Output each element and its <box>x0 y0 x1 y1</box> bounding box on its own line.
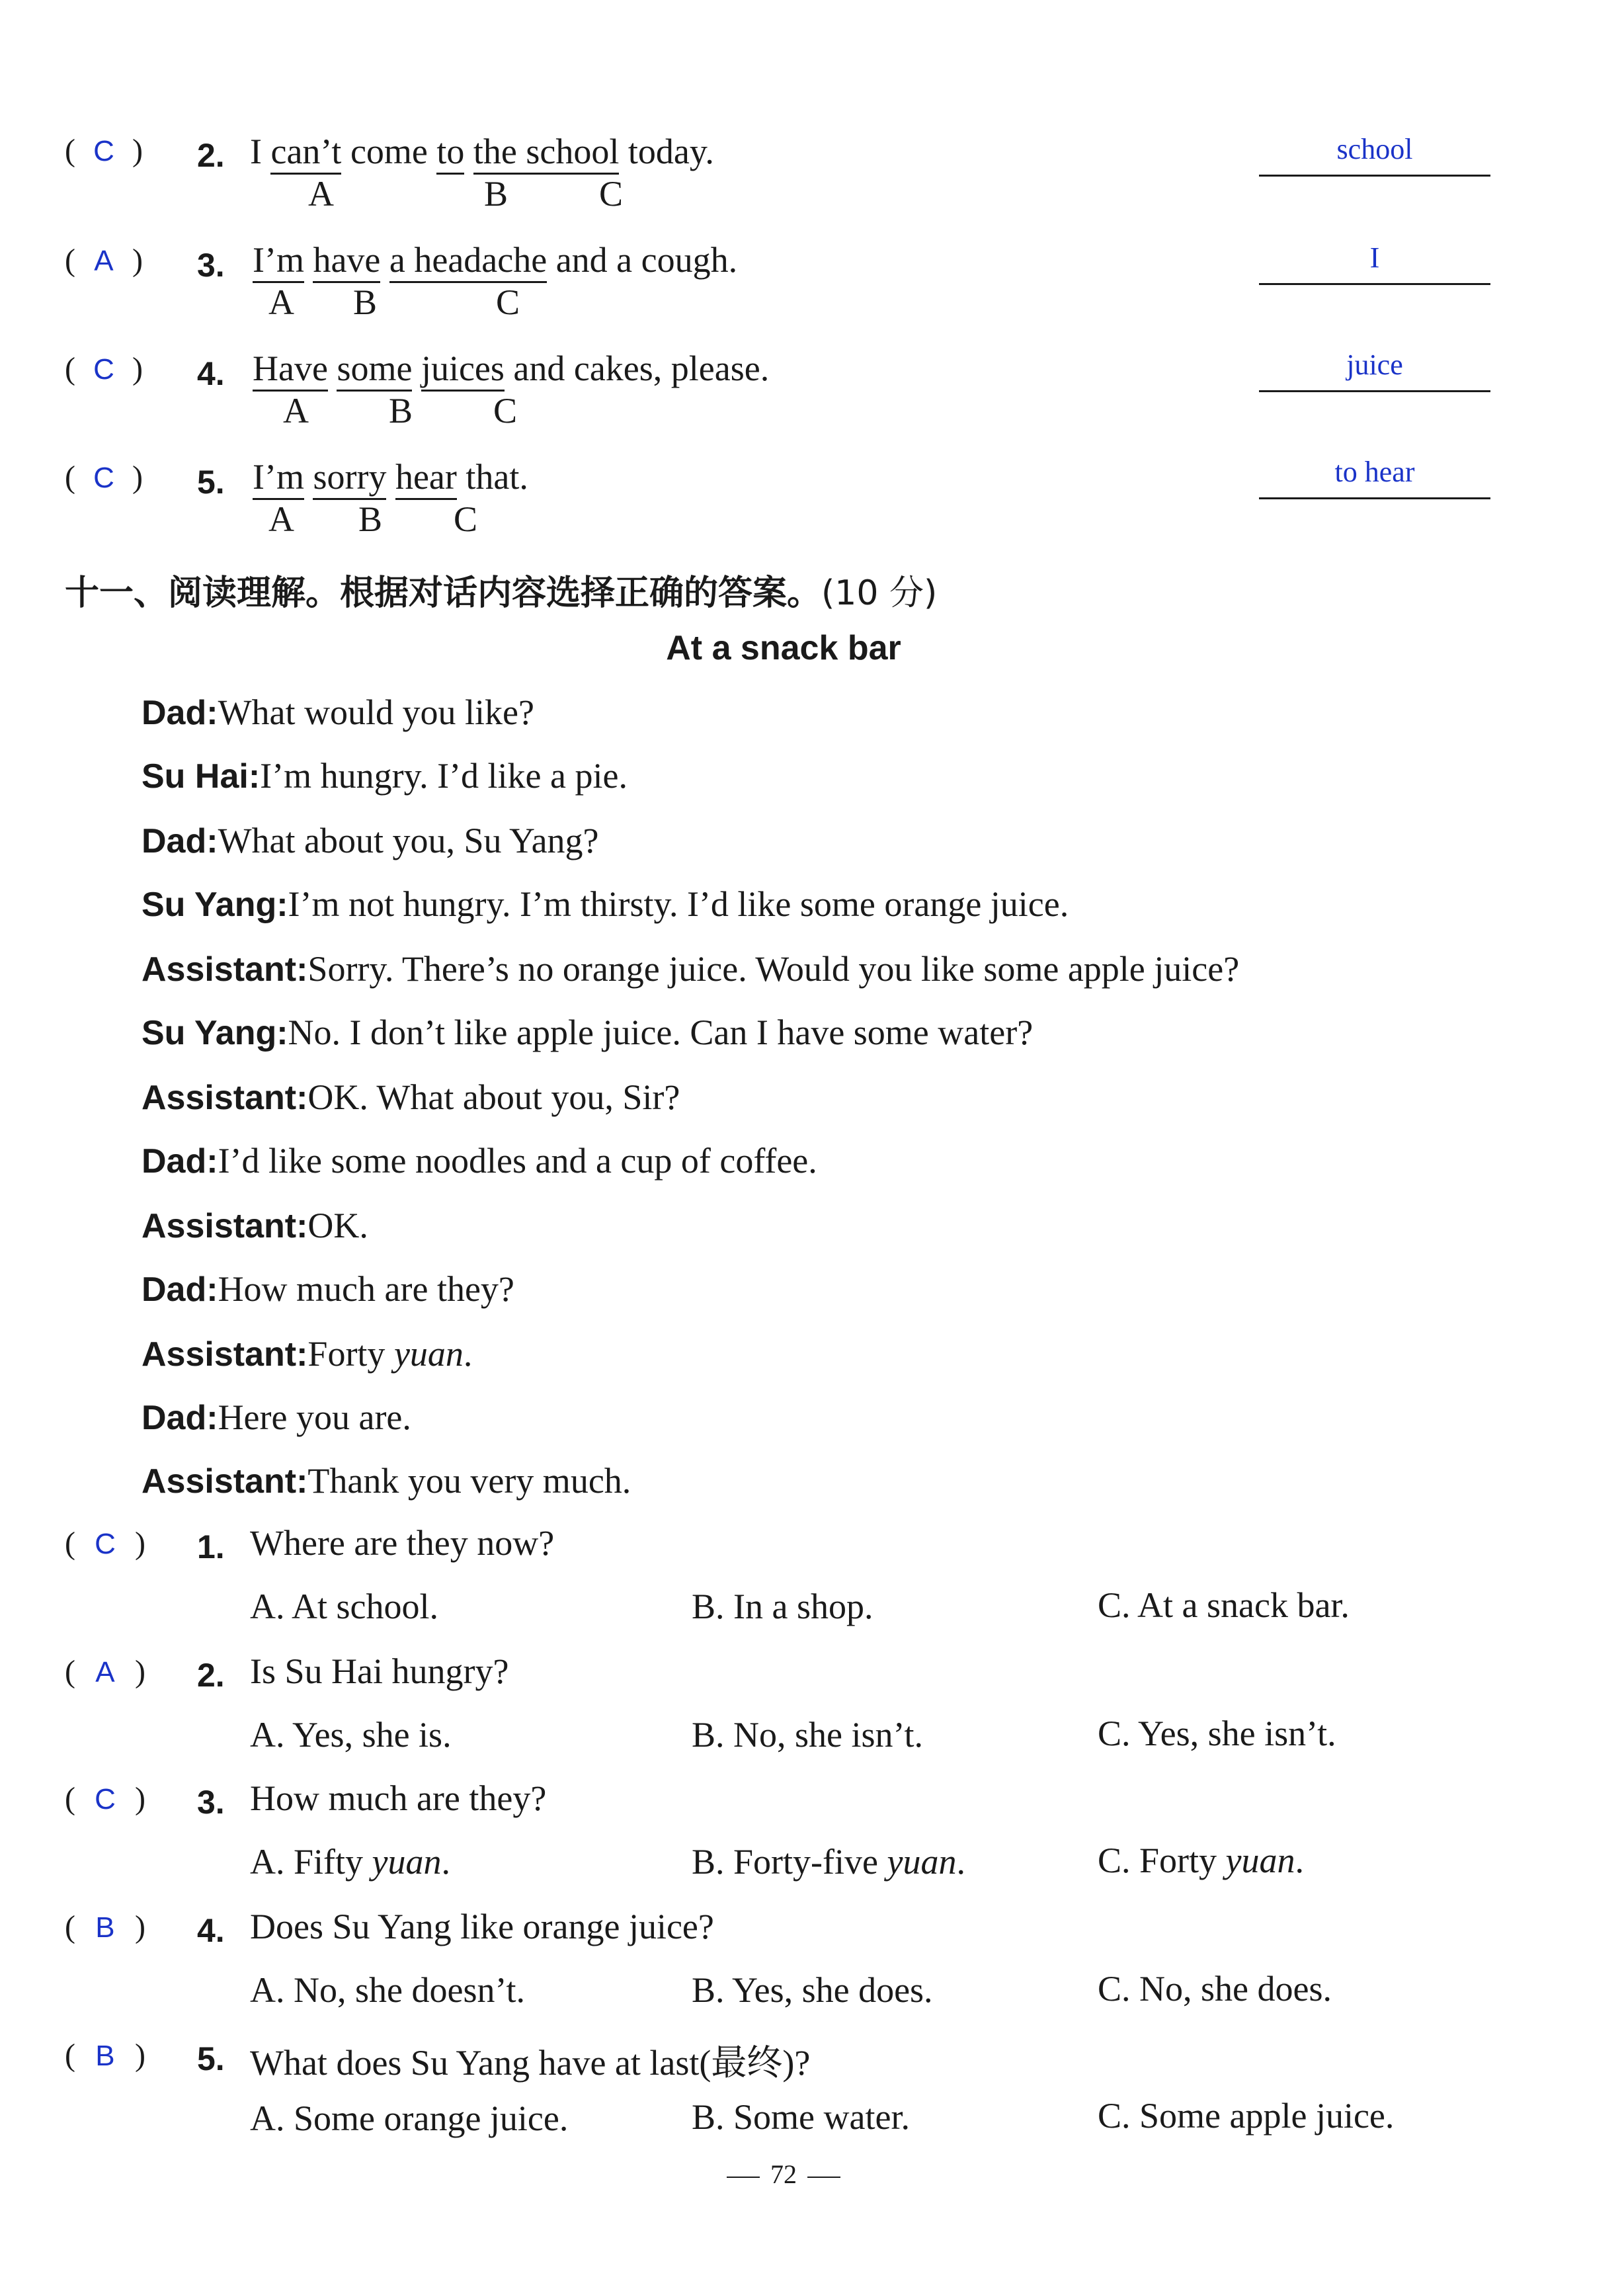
section-heading <box>65 565 937 614</box>
correction-blank <box>1259 348 1490 392</box>
question-number: 2. <box>197 1657 225 1694</box>
correction-blank <box>1259 455 1490 499</box>
answer-letter: C <box>95 1783 116 1815</box>
correction-sentence: Have some juices and cakes, please. <box>253 348 769 389</box>
question-text: Where are they now? <box>250 1523 555 1563</box>
answer-paren: ( C ) <box>65 1781 145 1816</box>
answer-letter: A <box>95 1656 115 1688</box>
answer-letter: C <box>93 353 114 386</box>
question-number: 4. <box>197 355 225 392</box>
section-points: (10 分) <box>821 573 938 613</box>
option-a: A. Some orange juice. <box>250 2098 569 2138</box>
option-b: B. No, she isn’t. <box>692 1715 924 1755</box>
question-number: 3. <box>197 1784 225 1821</box>
question-text: What does Su Yang have at last(最终)? <box>250 2043 811 2083</box>
question-number: 3. <box>197 247 225 284</box>
label-a: A <box>283 391 309 431</box>
question-number: 1. <box>197 1528 225 1565</box>
label-a: A <box>268 282 294 322</box>
dialogue-line: Assistant:Forty yuan. <box>142 1334 473 1374</box>
answer-paren: ( C ) <box>65 133 143 168</box>
option-b: B. In a shop. <box>692 1587 873 1626</box>
answer-letter: B <box>95 1911 115 1944</box>
dialogue-title: At a snack bar <box>666 629 901 667</box>
dialogue-line: Su Yang:I’m not hungry. I’m thirsty. I’d like some orange juice. <box>142 884 1069 924</box>
option-b: B. Some water. <box>692 2097 910 2137</box>
answer-paren: ( B ) <box>65 1909 145 1944</box>
correction-answer: to hear <box>1334 456 1415 488</box>
question-text: Is Su Hai hungry? <box>250 1651 509 1691</box>
label-c: C <box>454 499 478 539</box>
question-number: 4. <box>197 1912 225 1949</box>
label-c: C <box>599 174 624 214</box>
dialogue-line: Assistant:Thank you very much. <box>142 1461 631 1501</box>
dialogue-line: Dad:Here you are. <box>142 1397 411 1437</box>
correction-answer: school <box>1336 133 1413 165</box>
page-number-value: 72 <box>770 2159 797 2189</box>
page-dash <box>807 2177 840 2178</box>
option-a: A. No, she doesn’t. <box>250 1970 525 2010</box>
dialogue-line: Dad:What would you like? <box>142 692 534 732</box>
label-b: B <box>353 282 378 322</box>
answer-letter: B <box>95 2040 115 2072</box>
correction-blank <box>1259 241 1490 285</box>
question-number: 2. <box>197 137 225 174</box>
question-text: Does Su Yang like orange juice? <box>250 1907 714 1946</box>
label-a: A <box>268 499 294 539</box>
answer-letter: A <box>94 245 114 277</box>
label-a: A <box>308 174 334 214</box>
option-c: C. Yes, she isn’t. <box>1098 1714 1336 1753</box>
question-number: 5. <box>197 2040 225 2077</box>
option-b: B. Yes, she does. <box>692 1970 933 2010</box>
option-b: B. Forty-five yuan. <box>692 1842 965 1882</box>
dialogue-line: Assistant:OK. <box>142 1206 368 1245</box>
option-c: C. At a snack bar. <box>1098 1585 1350 1625</box>
page-dash <box>727 2177 760 2178</box>
correction-sentence: I can’t come to the school today. <box>250 131 714 172</box>
option-c: C. Some apple juice. <box>1098 2096 1395 2136</box>
correction-sentence: I’m sorry hear that. <box>253 456 528 497</box>
answer-paren: ( C ) <box>65 460 143 495</box>
label-b: B <box>484 174 508 214</box>
answer-letter: C <box>93 462 114 494</box>
option-a: A. At school. <box>250 1587 439 1626</box>
label-b: B <box>389 391 413 431</box>
dialogue-line: Assistant:OK. What about you, Sir? <box>142 1077 680 1117</box>
correction-answer: juice <box>1346 349 1403 381</box>
question-text: How much are they? <box>250 1778 547 1818</box>
dialogue-line: Dad:How much are they? <box>142 1269 514 1309</box>
option-c: C. No, she does. <box>1098 1969 1332 2009</box>
dialogue-line: Dad:What about you, Su Yang? <box>142 821 599 860</box>
page-number <box>0 2159 1567 2190</box>
dialogue-line: Su Yang:No. I don’t like apple juice. Can I have some water? <box>142 1013 1034 1052</box>
dialogue-line: Su Hai:I’m hungry. I’d like a pie. <box>142 756 628 796</box>
option-a: A. Fifty yuan. <box>250 1842 450 1882</box>
dialogue-line: Dad:I’d like some noodles and a cup of coffee. <box>142 1141 817 1181</box>
answer-letter: C <box>95 1528 116 1560</box>
answer-letter: C <box>93 135 114 167</box>
option-a: A. Yes, she is. <box>250 1715 452 1755</box>
label-c: C <box>496 282 520 322</box>
correction-blank <box>1259 132 1490 177</box>
label-b: B <box>358 499 383 539</box>
answer-paren: ( C ) <box>65 351 143 386</box>
answer-paren: ( A ) <box>65 1654 145 1689</box>
correction-answer: I <box>1369 241 1380 274</box>
correction-sentence: I’m have a headache and a cough. <box>253 239 737 280</box>
answer-paren: ( B ) <box>65 2038 145 2073</box>
option-c: C. Forty yuan. <box>1098 1841 1305 1880</box>
label-c: C <box>493 391 518 431</box>
answer-paren: ( A ) <box>65 243 143 278</box>
section-title: 十一、阅读理解。根据对话内容选择正确的答案。 <box>65 573 822 613</box>
dialogue-line: Assistant:Sorry. There’s no orange juice. Would you like some apple juice? <box>142 949 1240 989</box>
answer-paren: ( C ) <box>65 1526 145 1561</box>
question-number: 5. <box>197 464 225 501</box>
